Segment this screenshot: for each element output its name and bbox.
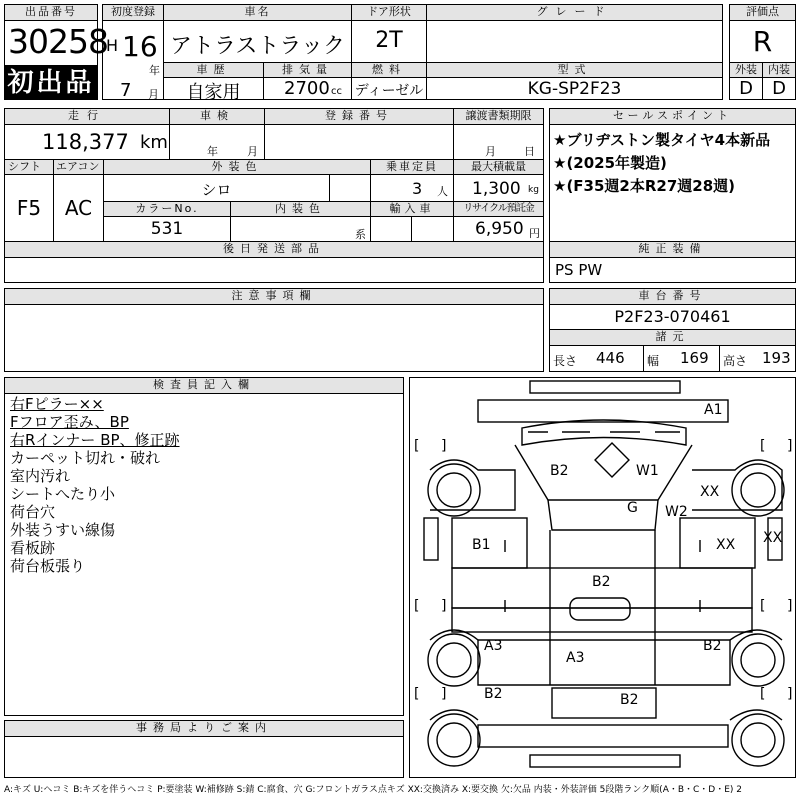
notes-header: 注意事項欄	[4, 288, 544, 305]
mark-a3-center: A3	[566, 650, 585, 666]
mark-xx-far: XX	[763, 530, 783, 546]
car-name-header: 車名	[163, 4, 352, 21]
reg-no-header: 登録番号	[264, 108, 454, 125]
car-name: アトラストラック	[170, 34, 345, 59]
bracket-close: ]	[787, 438, 793, 454]
later-parts-header: 後日発送部品	[4, 241, 544, 258]
displacement-value: 2700	[284, 78, 330, 99]
bracket-open: [	[414, 438, 420, 454]
door-header: ドア形状	[351, 4, 427, 21]
inspector-note: 荷台穴	[10, 503, 56, 521]
yen-unit: 円	[529, 227, 540, 240]
model-code: KG-SP2F23	[527, 79, 622, 99]
office-header: 事務局よりご案内	[4, 720, 404, 737]
bracket-close: ]	[787, 598, 793, 614]
transfer-doc-header: 譲渡書類期限	[453, 108, 544, 125]
inspector-note: 外装うすい線傷	[10, 521, 116, 539]
ext-color-value: シロ	[201, 181, 232, 199]
insp-month-unit: 月	[247, 145, 258, 158]
mileage-header: 走行	[4, 108, 170, 125]
mark-xx-front: XX	[700, 484, 720, 500]
mark-b1: B1	[472, 537, 491, 553]
mark-g: G	[627, 500, 638, 516]
legend-text: A:キズ U:ヘコミ B:キズを伴うヘコミ P:要塗装 W:補修跡 S:錆 C:腐食、穴 G:フロントガラス点キズ XX:交換済み X:要交換 欠:欠品 内装・外装評価 5段階ランク順(A・B・C・D・E) 2	[4, 785, 743, 795]
mark-xx-side: XX	[716, 537, 736, 553]
grade-header: グレード	[426, 4, 723, 21]
max-load-value: 1,300	[472, 179, 521, 199]
import-cell-b	[411, 216, 454, 242]
mark-b2-mid: B2	[592, 574, 611, 590]
shift-header: シフト	[4, 159, 54, 175]
sales-point-1: ★ブリヂストン製タイヤ4本新品	[553, 131, 771, 149]
capacity-header: 乗車定員	[370, 159, 454, 175]
import-header: 輸入車	[370, 201, 454, 217]
inspector-note: 右Rインナー BP、修正跡	[10, 431, 180, 449]
color-no-value: 531	[150, 219, 184, 239]
fuel-header: 燃料	[351, 62, 427, 78]
bracket-open: [	[414, 598, 420, 614]
inspector-note: シートへたり小	[10, 485, 116, 503]
bracket-close: ]	[787, 686, 793, 702]
history-value: 自家用	[186, 82, 241, 103]
bracket-close: ]	[441, 686, 447, 702]
inspection-header: 車検	[169, 108, 265, 125]
kg-unit: kg	[528, 185, 539, 195]
inspector-header: 検査員記入欄	[4, 377, 404, 394]
lot-number-header: 出品番号	[4, 4, 98, 21]
score-header: 評価点	[729, 4, 796, 21]
inspector-note: カーペット切れ・破れ	[10, 449, 161, 467]
int-color-header: 内装色	[230, 201, 371, 217]
km-unit: km	[140, 132, 168, 153]
mark-b2-right: B2	[703, 638, 722, 654]
transfer-month-unit: 月	[485, 145, 496, 158]
int-color-cell	[230, 216, 371, 242]
kei-unit: 系	[355, 228, 366, 241]
insp-year-unit: 年	[207, 145, 218, 158]
height-label: 高さ	[723, 354, 748, 368]
year-unit: 年	[149, 64, 160, 77]
inspector-note: 右Fピラー××	[10, 395, 104, 413]
interior-score: D	[772, 78, 786, 99]
max-load-header: 最大積載量	[453, 159, 544, 175]
ext-color-header: 外装色	[103, 159, 371, 175]
reg-year: 16	[122, 30, 158, 63]
recycle-header: リサイクル預託金	[453, 201, 544, 217]
person-unit: 人	[437, 185, 448, 198]
shift-value: F5	[16, 196, 42, 220]
capacity-value: 3	[412, 179, 423, 198]
reg-month: 7	[120, 80, 132, 101]
mark-w2: W2	[665, 504, 688, 520]
era-prefix: H	[106, 36, 119, 55]
bracket-open: [	[760, 438, 766, 454]
chassis-header: 車台番号	[549, 288, 796, 305]
bracket-open: [	[760, 686, 766, 702]
first-listing-badge: 初出品	[4, 66, 98, 100]
import-cell-a	[370, 216, 412, 242]
specs-header: 諸元	[549, 329, 796, 346]
displacement-header: 排気量	[263, 62, 352, 78]
sales-point-header: セールスポイント	[549, 108, 796, 125]
mark-b2-rear: B2	[620, 692, 639, 708]
inspector-notes	[10, 395, 180, 575]
later-parts-cell	[4, 257, 544, 283]
length-label: 長さ	[553, 354, 578, 368]
exterior-score: D	[739, 78, 753, 99]
sales-point-2: ★(2025年製造)	[553, 154, 667, 172]
mark-b2-rearleft: B2	[484, 686, 503, 702]
inspector-note: Fフロア歪み、BP	[10, 413, 129, 431]
bracket-close: ]	[441, 438, 447, 454]
cc-unit: cc	[331, 86, 342, 97]
office-cell	[4, 736, 404, 778]
inspector-note: 看板跡	[10, 539, 56, 557]
ext-color-cell-2	[329, 174, 371, 202]
chassis-number: P2F23-070461	[614, 307, 731, 326]
ac-header: エアコン	[53, 159, 104, 175]
recycle-value: 6,950	[475, 219, 524, 239]
color-no-header: カラーNo.	[103, 201, 231, 217]
inspector-note: 荷台板張り	[10, 557, 86, 575]
length-value: 446	[596, 349, 625, 367]
height-value: 193	[762, 349, 791, 367]
bracket-open: [	[414, 686, 420, 702]
fuel-value: ディーゼル	[354, 83, 424, 99]
bracket-open: [	[760, 598, 766, 614]
overall-score: R	[752, 25, 773, 58]
genuine-equipment: PS PW	[555, 261, 603, 279]
interior-header: 内装	[762, 62, 796, 78]
door-type: 2T	[375, 28, 403, 53]
width-label: 幅	[647, 354, 660, 368]
history-header: 車歴	[163, 62, 264, 78]
ac-value: AC	[64, 196, 93, 220]
mark-a1: A1	[704, 402, 723, 418]
mark-a3-left: A3	[484, 638, 503, 654]
mileage-value: 118,377	[42, 130, 129, 154]
genuine-header: 純正装備	[549, 241, 796, 258]
notes-cell	[4, 304, 544, 372]
transfer-day-unit: 日	[524, 145, 535, 158]
inspector-note: 室内汚れ	[10, 467, 71, 485]
bracket-close: ]	[441, 598, 447, 614]
model-header: 型式	[426, 62, 723, 78]
reg-no-cell	[264, 124, 454, 160]
mark-b2-cab: B2	[550, 463, 569, 479]
width-value: 169	[680, 349, 709, 367]
lot-number: 30258	[8, 22, 108, 61]
sales-point-3: ★(F35週2本R27週28週)	[553, 177, 736, 195]
exterior-header: 外装	[729, 62, 763, 78]
mark-w1: W1	[636, 463, 659, 479]
first-reg-header: 初度登録	[102, 4, 164, 21]
month-unit: 月	[148, 88, 159, 101]
grade-cell	[426, 20, 723, 63]
